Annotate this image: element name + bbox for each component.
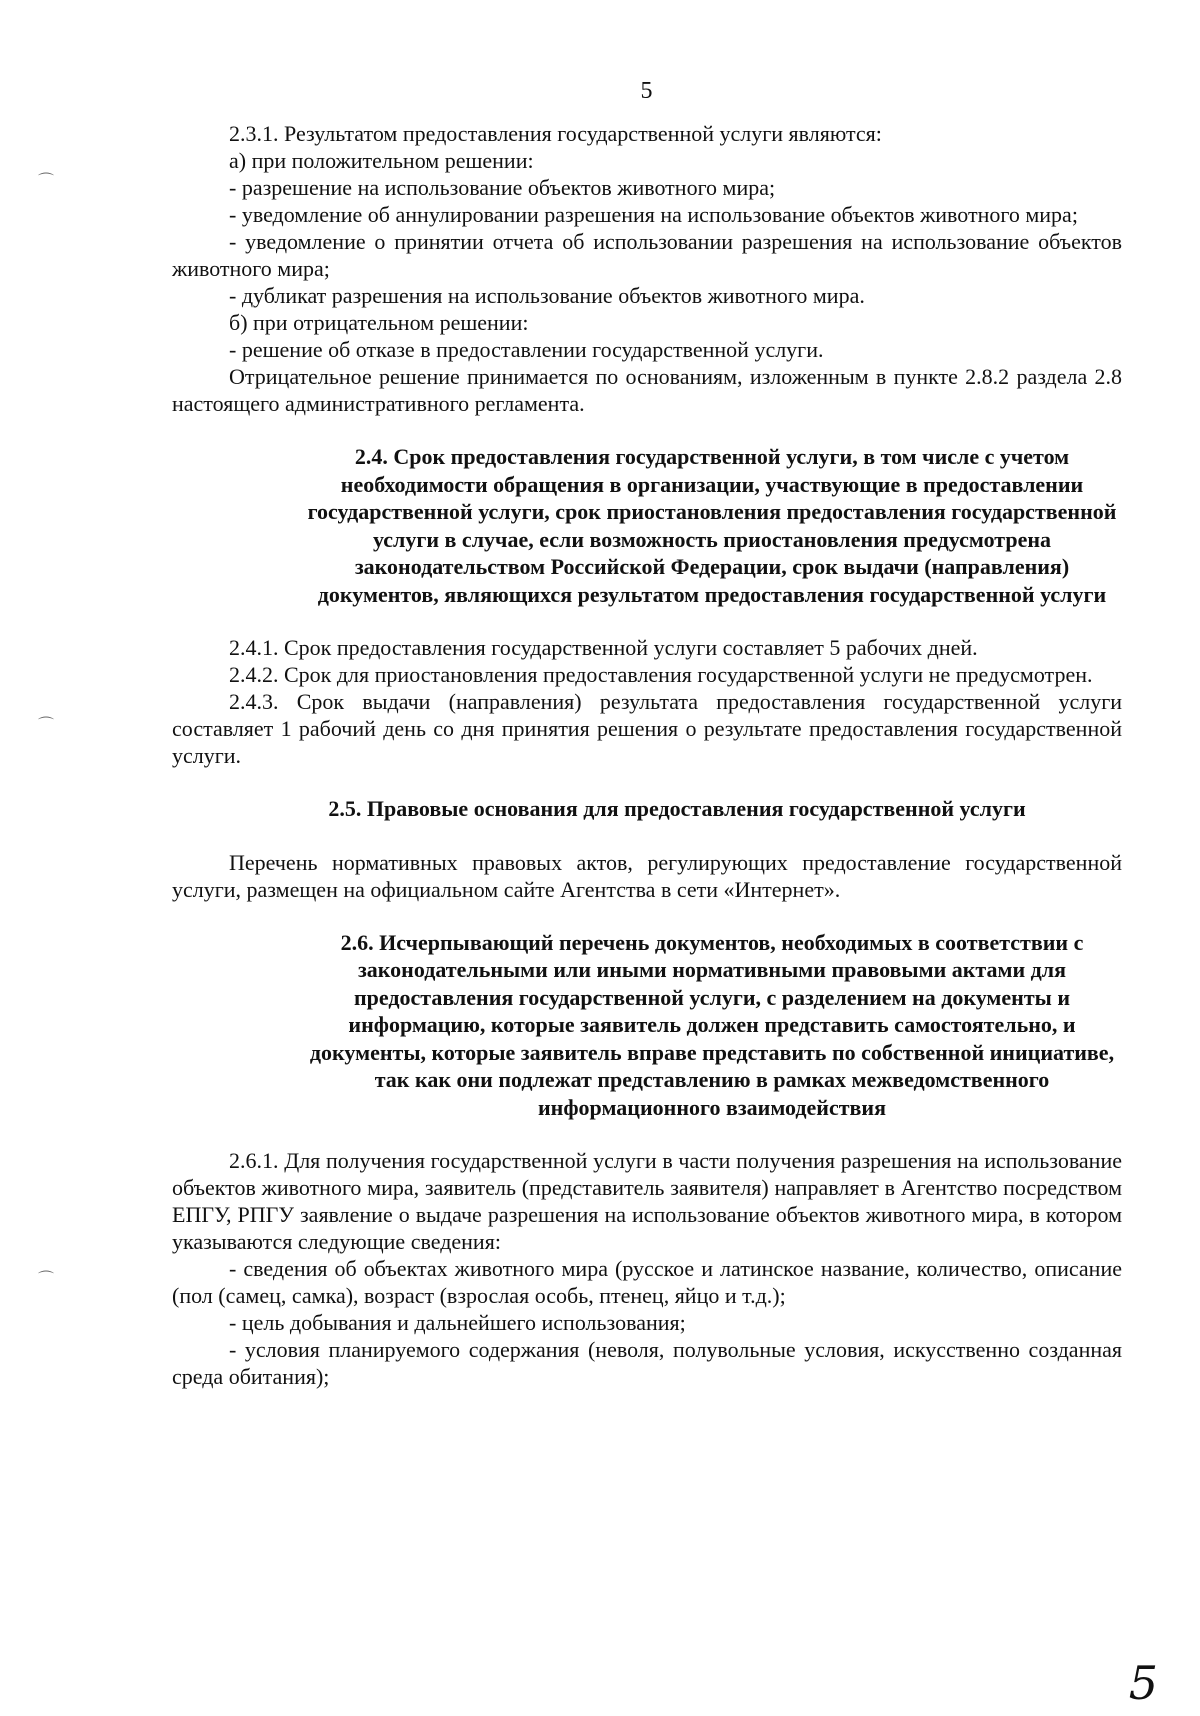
paragraph: - решение об отказе в предоставлении государственной услуги.	[229, 337, 824, 362]
paragraph: - уведомление об аннулировании разрешения на использование объектов животного мира;	[229, 202, 1078, 227]
section-heading-2-5: 2.5. Правовые основания для предоставления государственной услуги	[328, 796, 1026, 821]
paragraph: Перечень нормативных правовых актов, регулирующих предоставление государственной услуги, размещен на официальном сайте Агентства в сети «Интернет».	[172, 849, 1122, 902]
paragraph: - дубликат разрешения на использование объектов животного мира.	[229, 283, 865, 308]
paragraph: - сведения об объектах животного мира (русское и латинское название, количество, описание (пол (самец, самка), возраст (взрослая особь, птенец, яйцо и т.д.);	[172, 1256, 1122, 1308]
scan-mark: ⌒	[38, 173, 55, 190]
paragraph: - цель добывания и дальнейшего использования;	[229, 1310, 686, 1335]
scan-mark: ⌒	[38, 717, 55, 734]
paragraph: а) при положительном решении:	[229, 148, 534, 173]
paragraph: 2.4.2. Срок для приостановления предоставления государственной услуги не предусмотрен.	[229, 662, 1093, 687]
paragraph: 2.4.3. Срок выдачи (направления) результата предоставления государственной услуги составляет 1 рабочий день со дня принятия решения о результате предоставления государственной услуги.	[172, 689, 1122, 768]
paragraph: - разрешение на использование объектов животного мира;	[229, 175, 776, 200]
paragraph: б) при отрицательном решении:	[229, 310, 529, 335]
handwritten-page-number: 5	[1128, 1656, 1158, 1710]
paragraph: Отрицательное решение принимается по основаниям, изложенным в пункте 2.8.2 раздела 2.8 настоящего административного регламента.	[172, 364, 1122, 416]
paragraph: 2.6.1. Для получения государственной услуги в части получения разрешения на использование объектов животного мира, заявитель (представитель заявителя) направляет в Агентство посредством ЕПГУ, РПГУ заявление о выдаче разрешения на использование объектов животного мира, в котором указываются следующие сведения:	[172, 1148, 1122, 1254]
paragraph: - условия планируемого содержания (неволя, полувольные условия, искусственно созданная среда обитания);	[172, 1337, 1122, 1389]
paragraph: 2.4.1. Срок предоставления государственной услуги составляет 5 рабочих дней.	[229, 635, 978, 660]
page-number: 5	[640, 78, 653, 104]
scan-mark: ⌒	[38, 1271, 55, 1288]
paragraph: - уведомление о принятии отчета об использовании разрешения на использование объектов животного мира;	[172, 229, 1122, 281]
section-heading-2-6: 2.6. Исчерпывающий перечень документов, необходимых в соответствии с законодательными или иными нормативными правовыми актами для предоставления государственной услуги, с разделением на документы и информацию, которые заявитель должен представить самостоятельно, и документы, которые заявитель вправе представить по собственной инициативе, так как они подлежат представлению в рамках межведомственного информационного взаимодействия	[309, 929, 1115, 1120]
document-body	[172, 120, 1122, 1390]
section-heading-2-4: 2.4. Срок предоставления государственной услуги, в том числе с учетом необходимости обращения в организации, участвующие в предоставлении государственной услуги, срок приостановления предоставления государственной услуги в случае, если возможность приостановления предусмотрена законодательством Российской Федерации, срок выдачи (направления) документов, являющихся результатом предоставления государственной услуги	[307, 444, 1117, 607]
paragraph: 2.3.1. Результатом предоставления государственной услуги являются:	[229, 121, 882, 146]
